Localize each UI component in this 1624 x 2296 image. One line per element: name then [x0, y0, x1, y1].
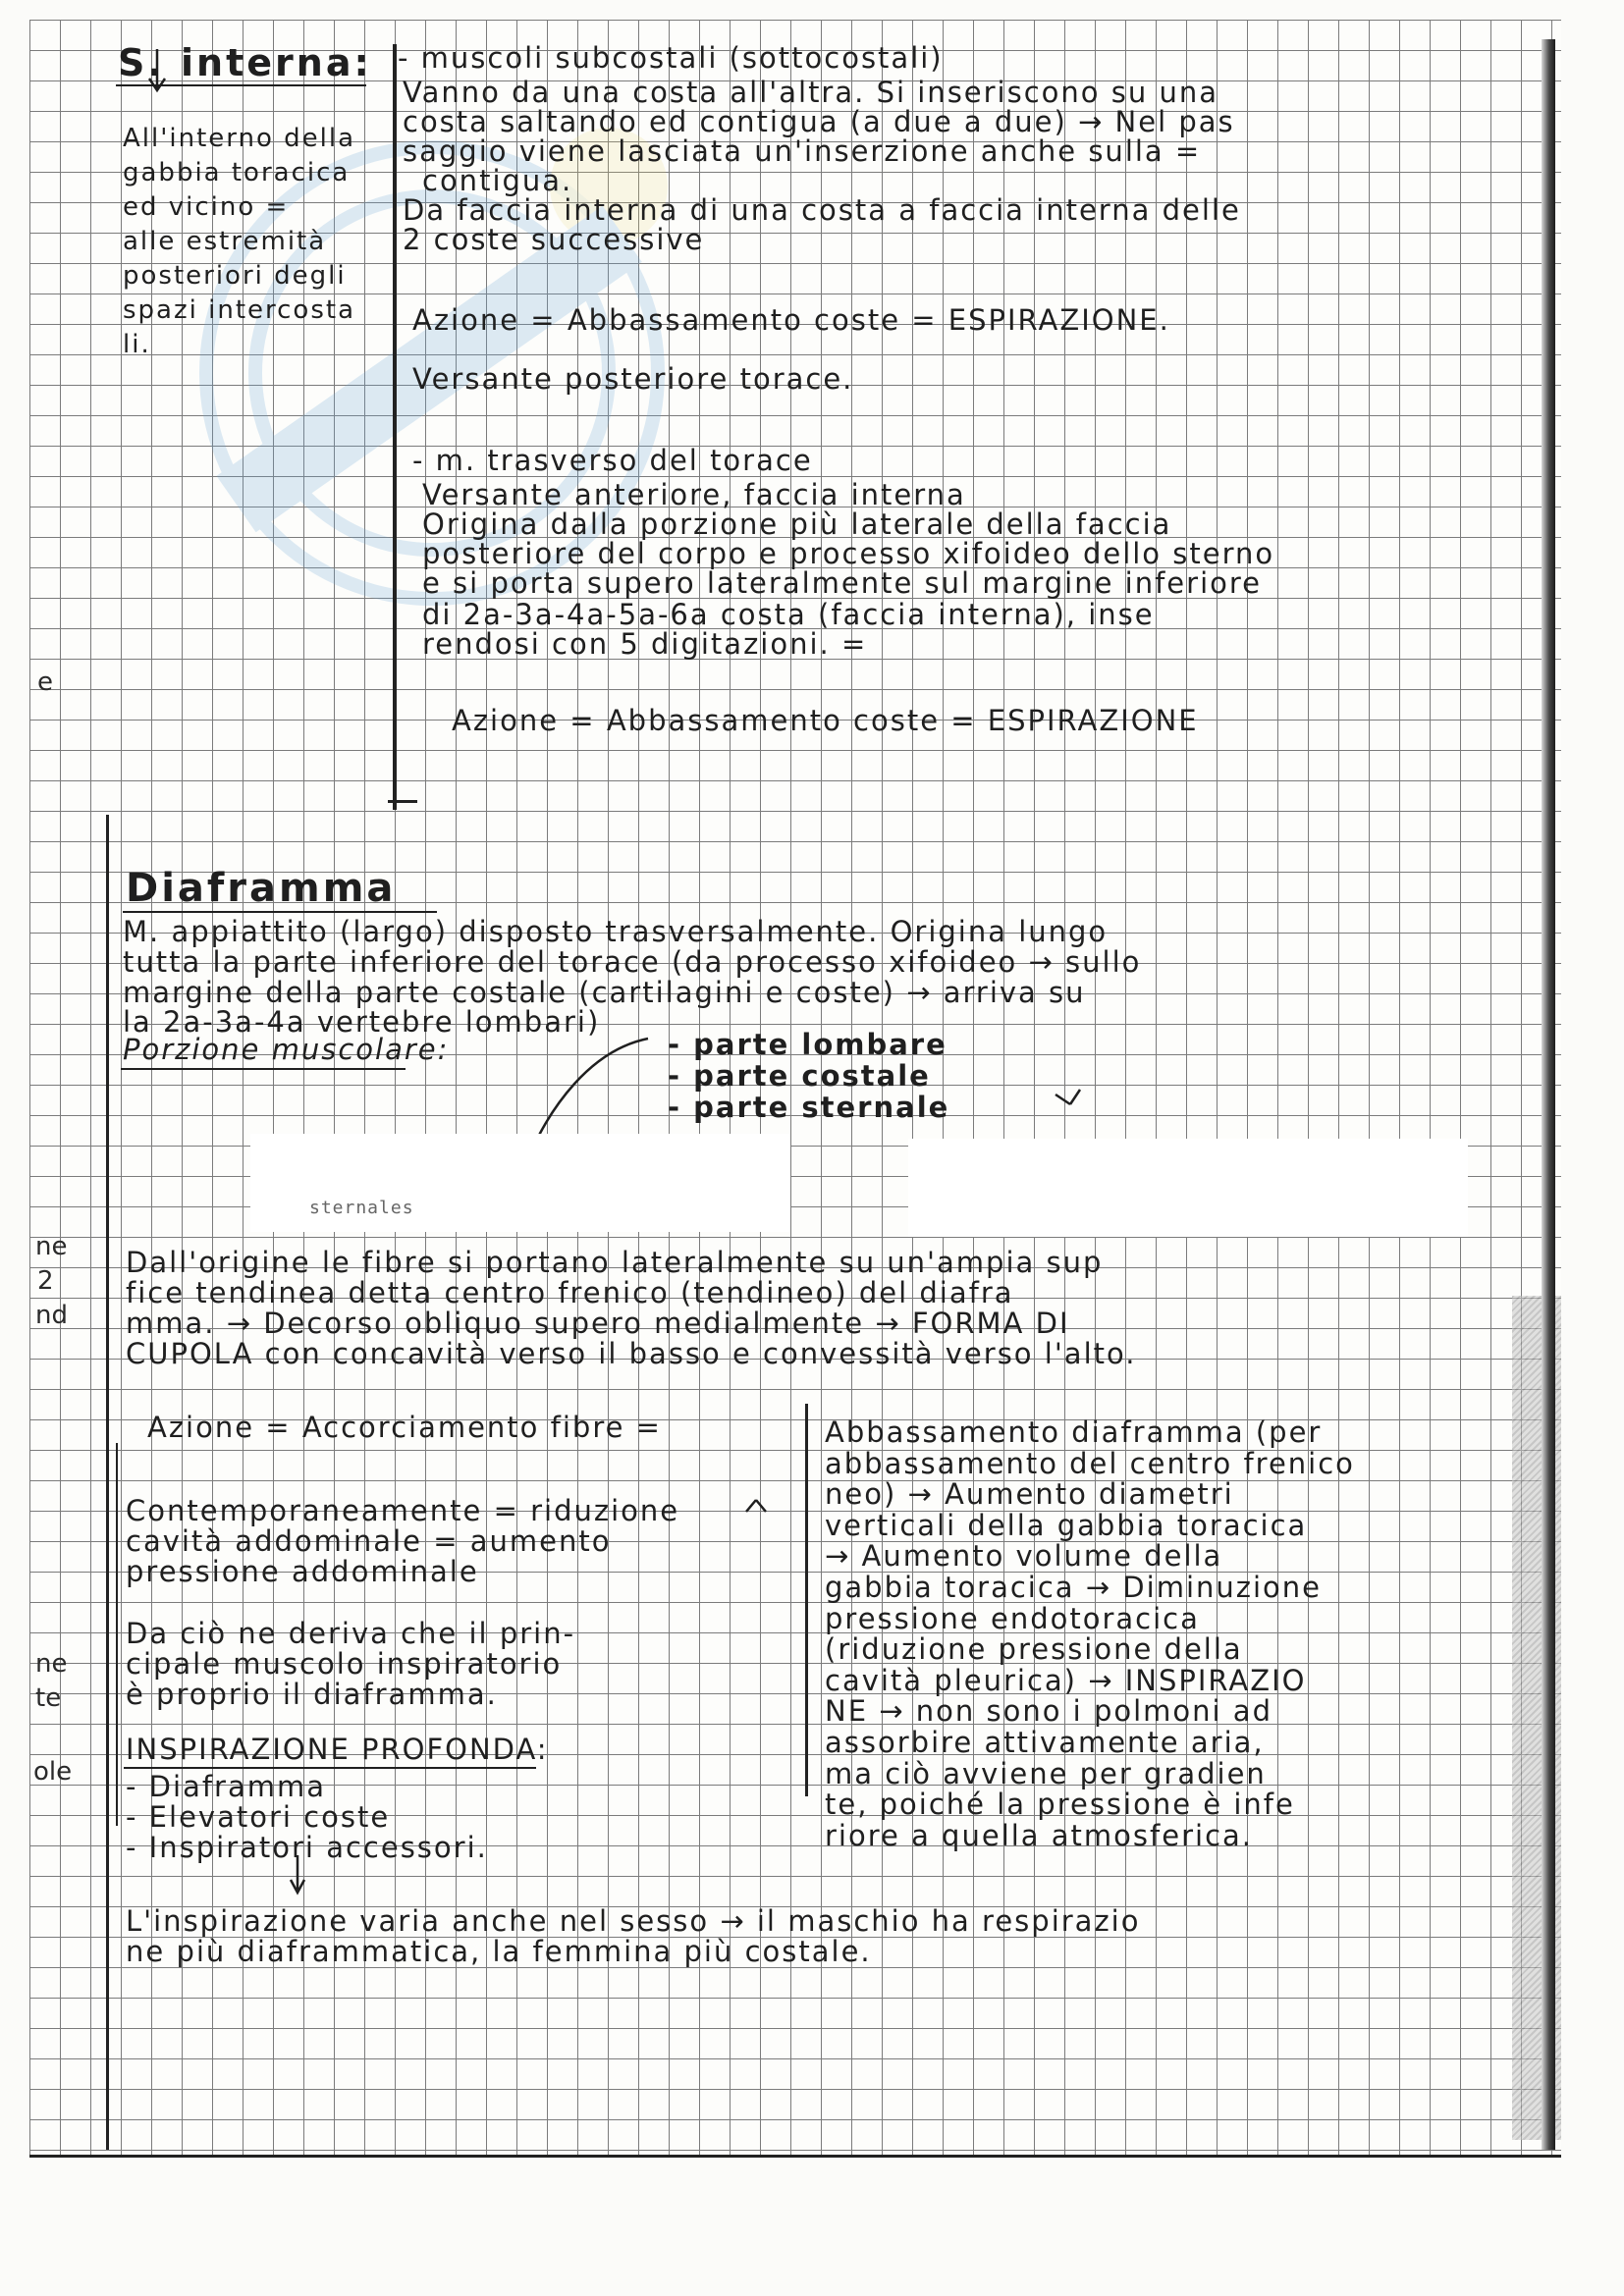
azione-right-line: verticali della gabbia toracica — [825, 1508, 1308, 1542]
azione-right-line: assorbire attivamente aria, — [825, 1725, 1265, 1759]
subcostali-versante: Versante posteriore torace. — [412, 362, 854, 396]
porzione-label: Porzione muscolare: — [123, 1033, 450, 1066]
left-note-line: ed vicino = — [123, 192, 290, 222]
azione-right-line: riore a quella atmosferica. — [825, 1818, 1253, 1852]
azione-left-line: Contemporaneamente = riduzione — [126, 1494, 680, 1527]
subcostali-line: 2 coste successive — [403, 223, 705, 256]
footer-line: ne più diaframmatica, la femmina più costale. — [126, 1935, 872, 1968]
left-note-line: spazi intercosta — [123, 295, 356, 325]
azione-left-line: cipale muscolo inspiratorio — [126, 1647, 563, 1681]
edge-mark: te — [35, 1683, 62, 1713]
trasverso-line: e si porta supero lateralmente sul margine inferiore — [422, 566, 1262, 600]
trasverso-line: di 2a-3a-4a-5a-6a costa (faccia interna), inse — [422, 598, 1155, 631]
azione-right-line: NE → non sono i polmoni ad — [825, 1694, 1272, 1729]
azione-left-line: è proprio il diaframma. — [126, 1678, 498, 1711]
azione-right-line: gabbia toracica → Diminuzione — [825, 1570, 1322, 1604]
azione-right-line: abbassamento del centro frenico — [825, 1446, 1355, 1480]
edge-mark: nd — [35, 1301, 68, 1330]
inspirazione-item: - Diaframma — [126, 1770, 327, 1803]
diaframma-line: margine della parte costale (cartilagini e coste) → arriva su — [123, 976, 1086, 1009]
subcostali-line: saggio viene lasciata un'inserzione anche sulla = — [403, 134, 1202, 168]
diaframma-line: la 2a-3a-4a vertebre lombari) — [123, 1005, 601, 1039]
redacted-image-right — [908, 1139, 1468, 1237]
trasverso-azione: Azione = Abbassamento coste = ESPIRAZIONE — [452, 704, 1199, 737]
subcostali-line: Da faccia interna di una costa a faccia interna delle — [403, 193, 1241, 227]
azione-right-line: ma ciò avviene per gradien — [825, 1756, 1267, 1790]
fibre-line: CUPOLA con concavità verso il basso e convessità verso l'alto. — [126, 1337, 1137, 1370]
azione-right-line: → Aumento volume della — [825, 1539, 1223, 1574]
left-note-line: posteriori degli — [123, 261, 347, 291]
subcostali-line: Vanno da una costa all'altra. Si inseriscono su una — [403, 76, 1218, 109]
azione-heading: Azione = Accorciamento fibre = — [147, 1411, 662, 1444]
fibre-line: Dall'origine le fibre si portano lateralmente su un'ampia sup — [126, 1246, 1104, 1279]
azione-right-line: te, poiché la pressione è infe — [825, 1788, 1295, 1822]
azione-right-line: Abbassamento diaframma (per — [825, 1415, 1323, 1449]
footer-line: L'inspirazione varia anche nel sesso → il maschio ha respirazio — [126, 1904, 1141, 1938]
section-title: S. interna: — [118, 41, 372, 84]
azione-right-line: pressione endotoracica — [825, 1601, 1200, 1635]
edge-mark: ne — [35, 1232, 68, 1261]
subcostali-line: costa saltando ed contigua (a due a due) → Nel pas — [403, 105, 1235, 138]
inspirazione-heading: INSPIRAZIONE PROFONDA: — [126, 1733, 549, 1766]
diaframma-line: tutta la parte inferiore del torace (da processo xifoideo → sullo — [123, 945, 1142, 979]
subcostali-azione: Azione = Abbassamento coste = ESPIRAZIONE. — [412, 303, 1170, 337]
left-note-line: All'interno della — [123, 124, 356, 153]
left-note-line: li. — [123, 330, 151, 359]
azione-right-line: (riduzione pressione della — [825, 1632, 1243, 1667]
inspirazione-underline — [124, 1767, 536, 1769]
scan-fragment: sternales — [309, 1198, 414, 1218]
azione-right-line: cavità pleurica) → INSPIRAZIO — [825, 1663, 1307, 1697]
trasverso-line: Versante anteriore, faccia interna — [422, 478, 966, 511]
diaframma-title: Diaframma — [126, 866, 397, 911]
trasverso-line: rendosi con 5 digitazioni. = — [422, 627, 868, 661]
azione-left-line: cavità addominale = aumento — [126, 1524, 612, 1558]
subcostali-line: contigua. — [422, 164, 573, 197]
trasverso-line: posteriore del corpo e processo xifoideo dello sterno — [422, 537, 1275, 570]
azione-right-line: neo) → Aumento diametri — [825, 1477, 1234, 1512]
subcostali-heading: - muscoli subcostali (sottocostali) — [398, 41, 944, 75]
parte-item: - parte costale — [668, 1059, 931, 1093]
fibre-line: mma. → Decorso obliquo supero medialmente → FORMA DI — [126, 1307, 1070, 1340]
parte-item: - parte sternale — [668, 1091, 950, 1124]
inspirazione-item: - Inspiratori accessori. — [126, 1831, 488, 1864]
edge-mark: e — [37, 667, 53, 697]
edge-mark: ole — [33, 1757, 73, 1787]
left-note-line: gabbia toracica — [123, 158, 351, 187]
parte-item: - parte lombare — [668, 1028, 947, 1061]
azione-left-line: Da ciò ne deriva che il prin- — [126, 1617, 576, 1650]
inspirazione-item: - Elevatori coste — [126, 1800, 391, 1834]
azione-right-column — [825, 1415, 1532, 1852]
fibre-line: fice tendinea detta centro frenico (tendineo) del diafra — [126, 1276, 1014, 1309]
edge-mark: 2 — [37, 1266, 54, 1296]
trasverso-line: Origina dalla porzione più laterale della faccia — [422, 507, 1172, 541]
azione-left-line: pressione addominale — [126, 1555, 479, 1588]
edge-mark: ne — [35, 1649, 68, 1679]
left-note-line: alle estremità — [123, 227, 327, 256]
trasverso-heading: - m. trasverso del torace — [412, 444, 813, 477]
diaframma-line: M. appiattito (largo) disposto trasversalmente. Origina lungo — [123, 915, 1109, 948]
